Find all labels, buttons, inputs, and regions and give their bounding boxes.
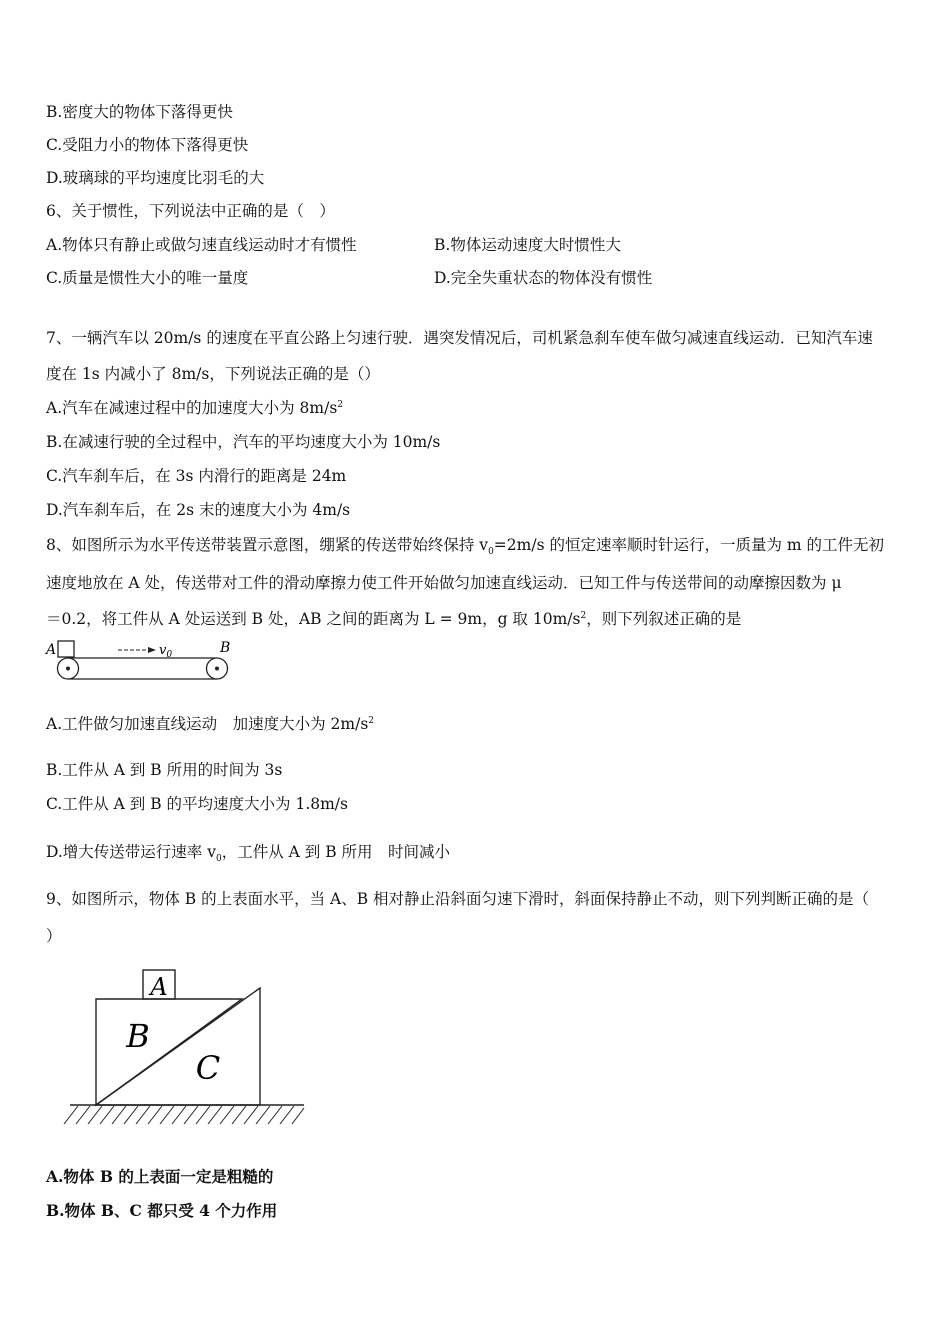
q6-option-d: D.完全失重状态的物体没有惯性 [434,269,653,287]
ground-hatching [64,1106,304,1124]
block-a-label: A [150,973,168,1001]
q7-stem-line-1: 7、一辆汽车以 20m/s 的速度在平直公路上匀速行驶．遇突发情况后，司机紧急刹车使车做匀减速直线运动．已知汽车速 [46,329,873,347]
q6-stem: 6、关于惯性，下列说法中正确的是（ ） [46,202,335,220]
q8-stem-line-2: 速度地放在 A 处，传送带对工件的滑动摩擦力使工件开始做匀加速直线运动．已知工件与传送带间的动摩擦因数为 μ [46,574,842,592]
wedge-c [96,988,260,1105]
conveyor-belt-figure [44,638,244,688]
velocity-arrow-head [148,647,156,653]
velocity-label: $v_0$ [159,643,173,660]
q5-option-b: B.密度大的物体下落得更快 [46,103,233,121]
block-b-label: B [126,1017,150,1055]
q8-option-a: A.工件做匀加速直线运动 加速度大小为 $2m/s^2$ [46,715,375,733]
q8-option-b: B.工件从 A 到 B 所用的时间为 3s [46,761,283,779]
q8-stem-line-3: ＝0.2，将工件从 A 处运送到 B 处，AB 之间的距离为 L = 9m，g 取 $10m/s^2$，则下列叙述正确的是 [46,610,742,628]
conveyor-label-a: A [46,642,57,658]
q5-option-d: D.玻璃球的平均速度比羽毛的大 [46,169,265,187]
q9-stem-line-2: ） [46,927,62,945]
q6-option-b: B.物体运动速度大时惯性大 [434,236,621,254]
q8-option-c: C.工件从 A 到 B 的平均速度大小为 1.8m/s [46,795,348,813]
q7-stem-line-2: 度在 1s 内减小了 8m/s，下列说法正确的是（） [46,365,380,383]
q5-option-c: C.受阻力小的物体下落得更快 [46,136,249,154]
q8-option-d: D.增大传送带运行速率 $v_0$，工件从 A 到 B 所用 时间减小 [46,843,451,865]
q7-option-d: D.汽车刹车后，在 2s 末的速度大小为 4m/s [46,501,351,519]
conveyor-label-b: B [220,640,231,656]
q7-option-c: C.汽车刹车后，在 3s 内滑行的距离是 24m [46,467,347,485]
q6-option-c: C.质量是惯性大小的唯一量度 [46,269,249,287]
q6-option-a: A.物体只有静止或做匀速直线运动时才有惯性 [46,236,357,254]
q7-option-a-exponent: 2 [337,400,344,410]
q9-option-a: A.物体 B 的上表面一定是粗糙的 [46,1167,274,1186]
q7-option-b: B.在减速行驶的全过程中，汽车的平均速度大小为 10m/s [46,433,441,451]
q7-option-a: A.汽车在减速过程中的加速度大小为 $8m/s^2$ [46,399,344,417]
incline-blocks-figure [60,965,310,1130]
q9-stem-line-1: 9、如图所示，物体 B 的上表面水平，当 A、B 相对静止沿斜面匀速下滑时，斜面保持静止不动，则下列判断正确的是（ [46,890,870,908]
workpiece-box [58,641,74,657]
q9-option-b: B.物体 B、C 都只受 4 个力作用 [46,1201,278,1220]
q8-stem-line-1: 8、如图所示为水平传送带装置示意图，绷紧的传送带始终保持 $v_0=2m/s$ 的恒定速率顺时针运行，一质量为 m 的工件无初 [46,536,885,558]
wedge-c-label: C [195,1049,221,1087]
